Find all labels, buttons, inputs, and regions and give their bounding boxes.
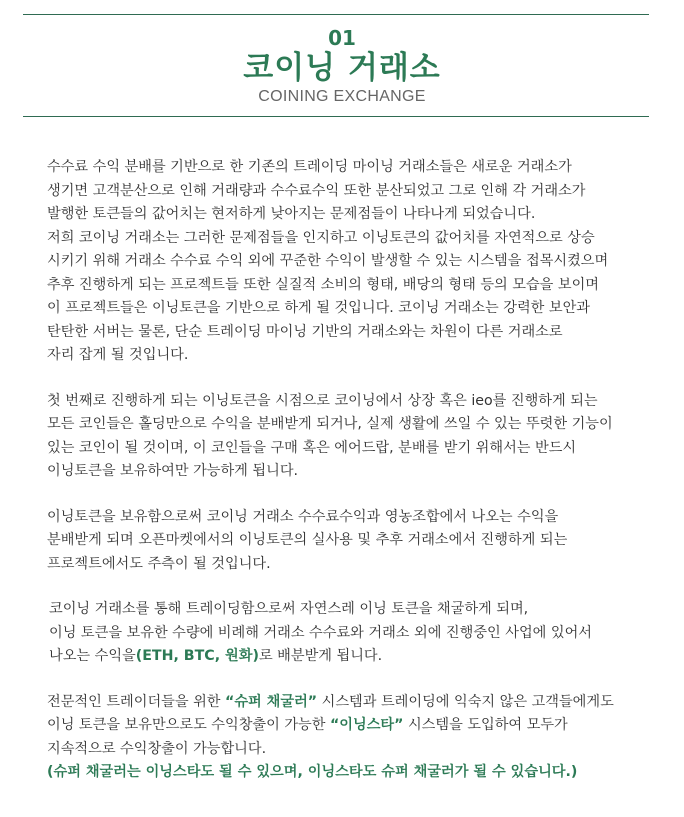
text-segment: 시스템을 도입하여 모두가 bbox=[403, 717, 568, 733]
text-line: 분배받게 되며 오픈마켓에서의 이닝토큰의 실사용 및 추후 거래소에서 진행하게 되는 bbox=[47, 532, 568, 548]
text-line bbox=[47, 714, 657, 738]
text-line: 발행한 토큰들의 값어치는 현저하게 낮아지는 문제점들이 나타나게 되었습니다. bbox=[47, 206, 536, 222]
paragraph-systems bbox=[47, 691, 657, 785]
text-line: 자리 잡게 될 것입니다. bbox=[47, 347, 189, 363]
text-line: 추후 진행하게 되는 프로젝트들 또한 실질적 소비의 형태, 배당의 형태 등의 모습을 보이며 bbox=[47, 276, 600, 293]
text-line: 있는 코인이 될 것이며, 이 코인들을 구매 혹은 에어드랍, 분배를 받기 위해서는 반드시 bbox=[47, 439, 577, 456]
text-line bbox=[49, 645, 657, 669]
highlight-currencies: (ETH, BTC, 원화) bbox=[135, 648, 259, 664]
text-segment: 시스템과 트레이딩에 익숙지 않은 고객들에게도 bbox=[317, 693, 614, 710]
text-line: 이닝토큰을 보유하여만 가능하게 됩니다. bbox=[47, 463, 299, 479]
text-line: 시키기 위해 거래소 수수료 수익 외에 꾸준한 수익이 발생할 수 있는 시스템을 접목시켰으며 bbox=[47, 253, 609, 269]
body-content bbox=[47, 156, 657, 807]
text-line: 첫 번째로 진행하게 되는 이닝토큰을 시점으로 코이닝에서 상장 혹은 ieo를 진행하게 되는 bbox=[47, 392, 598, 409]
text-segment: 나오는 수익을 bbox=[49, 648, 136, 664]
text-line: 저희 코이닝 거래소는 그러한 문제점들을 인지하고 이닝토큰의 값어치를 자연적으로 상승 bbox=[47, 229, 595, 246]
page-subtitle: COINING EXCHANGE bbox=[258, 88, 426, 105]
text-line: 탄탄한 서버는 물론, 단순 트레이딩 마이닝 기반의 거래소와는 차원이 다른 거래소로 bbox=[47, 323, 563, 340]
paragraph-first-token bbox=[47, 390, 657, 484]
section-number: 01 bbox=[328, 26, 356, 50]
text-line: 지속적으로 수익창출이 가능합니다. bbox=[47, 740, 267, 757]
top-divider bbox=[23, 14, 649, 15]
text-line: 수수료 수익 분배를 기반으로 한 기존의 트레이딩 마이닝 거래소들은 새로운 거래소가 bbox=[47, 159, 572, 175]
highlight-inning-star: “이닝스타” bbox=[329, 717, 404, 733]
text-segment: 로 배분받게 됩니다. bbox=[258, 648, 383, 664]
text-line: 모든 코인들은 홀딩만으로 수익을 분배받게 되거나, 실제 생활에 쓰일 수 있는 뚜렷한 기능이 bbox=[47, 416, 613, 432]
page-title: 코이닝 거래소 bbox=[243, 50, 441, 86]
header-divider bbox=[23, 116, 649, 117]
paragraph-holding bbox=[47, 506, 657, 577]
text-line: 이닝토큰을 보유함으로써 코이닝 거래소 수수료수익과 영농조합에서 나오는 수익을 bbox=[47, 508, 559, 525]
text-line: 코이닝 거래소를 통해 트레이딩함으로써 자연스레 이닝 토큰을 채굴하게 되며, bbox=[49, 601, 529, 617]
highlight-note: (슈퍼 채굴러는 이닝스타도 될 수 있으며, 이닝스타도 슈퍼 채굴러가 될 수 있습니다.) bbox=[47, 764, 578, 780]
text-line: 프로젝트에서도 주측이 될 것입니다. bbox=[47, 555, 271, 572]
paragraph-mining bbox=[49, 598, 657, 669]
text-line: 이 프로젝트들은 이닝토큰을 기반으로 하게 될 것입니다. 코이닝 거래소는 강력한 보안과 bbox=[47, 300, 590, 316]
text-segment: 전문적인 트레이더들을 위한 bbox=[47, 693, 225, 710]
text-segment: 이닝 토큰을 보유만으로도 수익창출이 가능한 bbox=[47, 717, 330, 733]
text-line bbox=[47, 691, 657, 715]
paragraph-intro bbox=[47, 156, 657, 368]
highlight-super-miner: “슈퍼 채굴러” bbox=[225, 693, 318, 710]
text-line: 생기면 고객분산으로 인해 거래량과 수수료수익 또한 분산되었고 그로 인해 각 거래소가 bbox=[47, 182, 586, 199]
text-line: 이닝 토큰을 보유한 수량에 비례해 거래소 수수료와 거래소 외에 진행중인 사업에 있어서 bbox=[49, 624, 592, 641]
